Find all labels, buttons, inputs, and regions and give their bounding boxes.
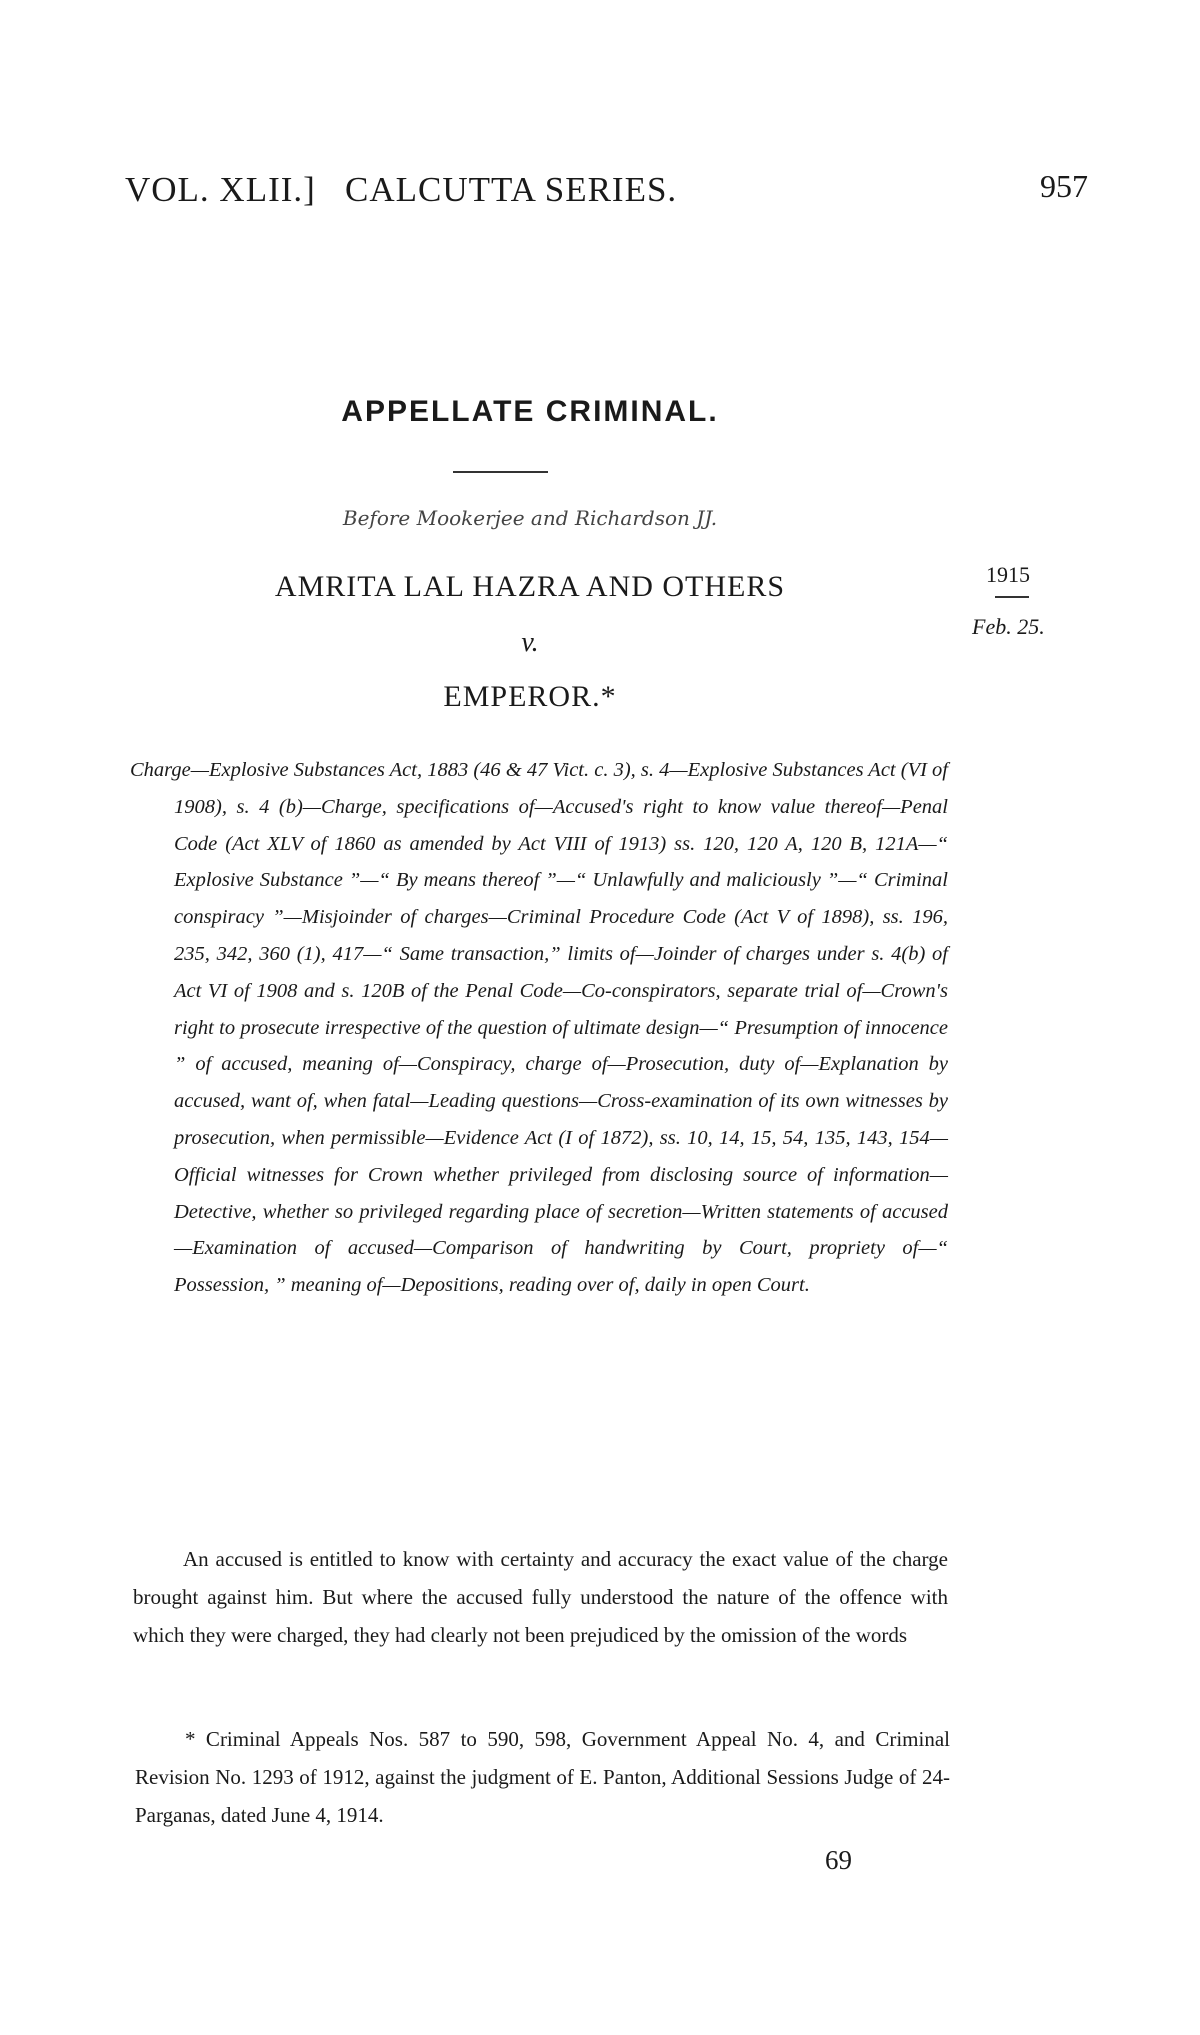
party-respondent: EMPEROR.* <box>443 680 617 713</box>
signature-mark: 69 <box>825 1845 852 1875</box>
judges-line: Before Mookerjee and Richardson JJ. <box>342 506 718 530</box>
title-divider <box>453 471 548 473</box>
section-title: APPELLATE CRIMINAL. <box>341 395 719 428</box>
versus: v. <box>521 627 539 658</box>
party-appellants: AMRITA LAL HAZRA AND OTHERS <box>274 570 786 603</box>
margin-year: 1915 <box>986 562 1030 587</box>
margin-divider <box>995 596 1029 598</box>
page-number: 957 <box>1040 168 1088 204</box>
headnote: Charge—Explosive Substances Act, 1883 (46 & 47 Vict. c. 3), s. 4—Explosive Substances Act (VI of 1908), s. 4 (b)—Charge, specifications of—Accused's right to know value thereof—Penal Code (Act XLV of 1860 as amended by Act VIII of 1913) ss. 120, 120 A, 120 B, 121A—“ Explosive Substance ”—“ By means thereof ”—“ Unlawfully and maliciously ”—“ Criminal conspiracy ”—Misjoinder of charges—Criminal Procedure Code (Act V of 1898), ss. 196, 235, 342, 360 (1), 417—“ Same transaction,” limits of—Joinder of charges under s. 4(b) of Act VI of 1908 and s. 120B of the Penal Code—Co-conspirators, separate trial of—Crown's right to prosecute irrespective of the question of ultimate design—“ Presumption of innocence ” of accused, meaning of—Conspiracy, charge of—Prosecution, duty of—Explanation by accused, want of, when fatal—Leading questions—Cross-examination of its own witnesses by prosecution, when permissible—Evidence Act (I of 1872), ss. 10, 14, 15, 54, 135, 143, 154—Official witnesses for Crown whether privileged from disclosing source of information—Detective, whether so privileged regarding place of secretion—Written statements of accused—Examination of accused—Comparison of handwriting by Court, propriety of—“ Possession, ” meaning of—Depositions, reading over of, daily in open Court. <box>130 759 948 1297</box>
running-header: VOL. XLII.] CALCUTTA SERIES. <box>125 170 678 209</box>
body-paragraph: An accused is entitled to know with certainty and accuracy the exact value of the charge brought against him. But where the accused fully understood the nature of the offence with which they were charged, they had clearly not been prejudiced by the omission of the words <box>133 1547 948 1647</box>
margin-date: Feb. 25. <box>972 614 1045 639</box>
footnote: * Criminal Appeals Nos. 587 to 590, 598, Government Appeal No. 4, and Criminal Revision No. 1293 of 1912, against the judgment of E. Panton, Additional Sessions Judge of 24-Parganas, dated June 4, 1914. <box>135 1727 950 1827</box>
